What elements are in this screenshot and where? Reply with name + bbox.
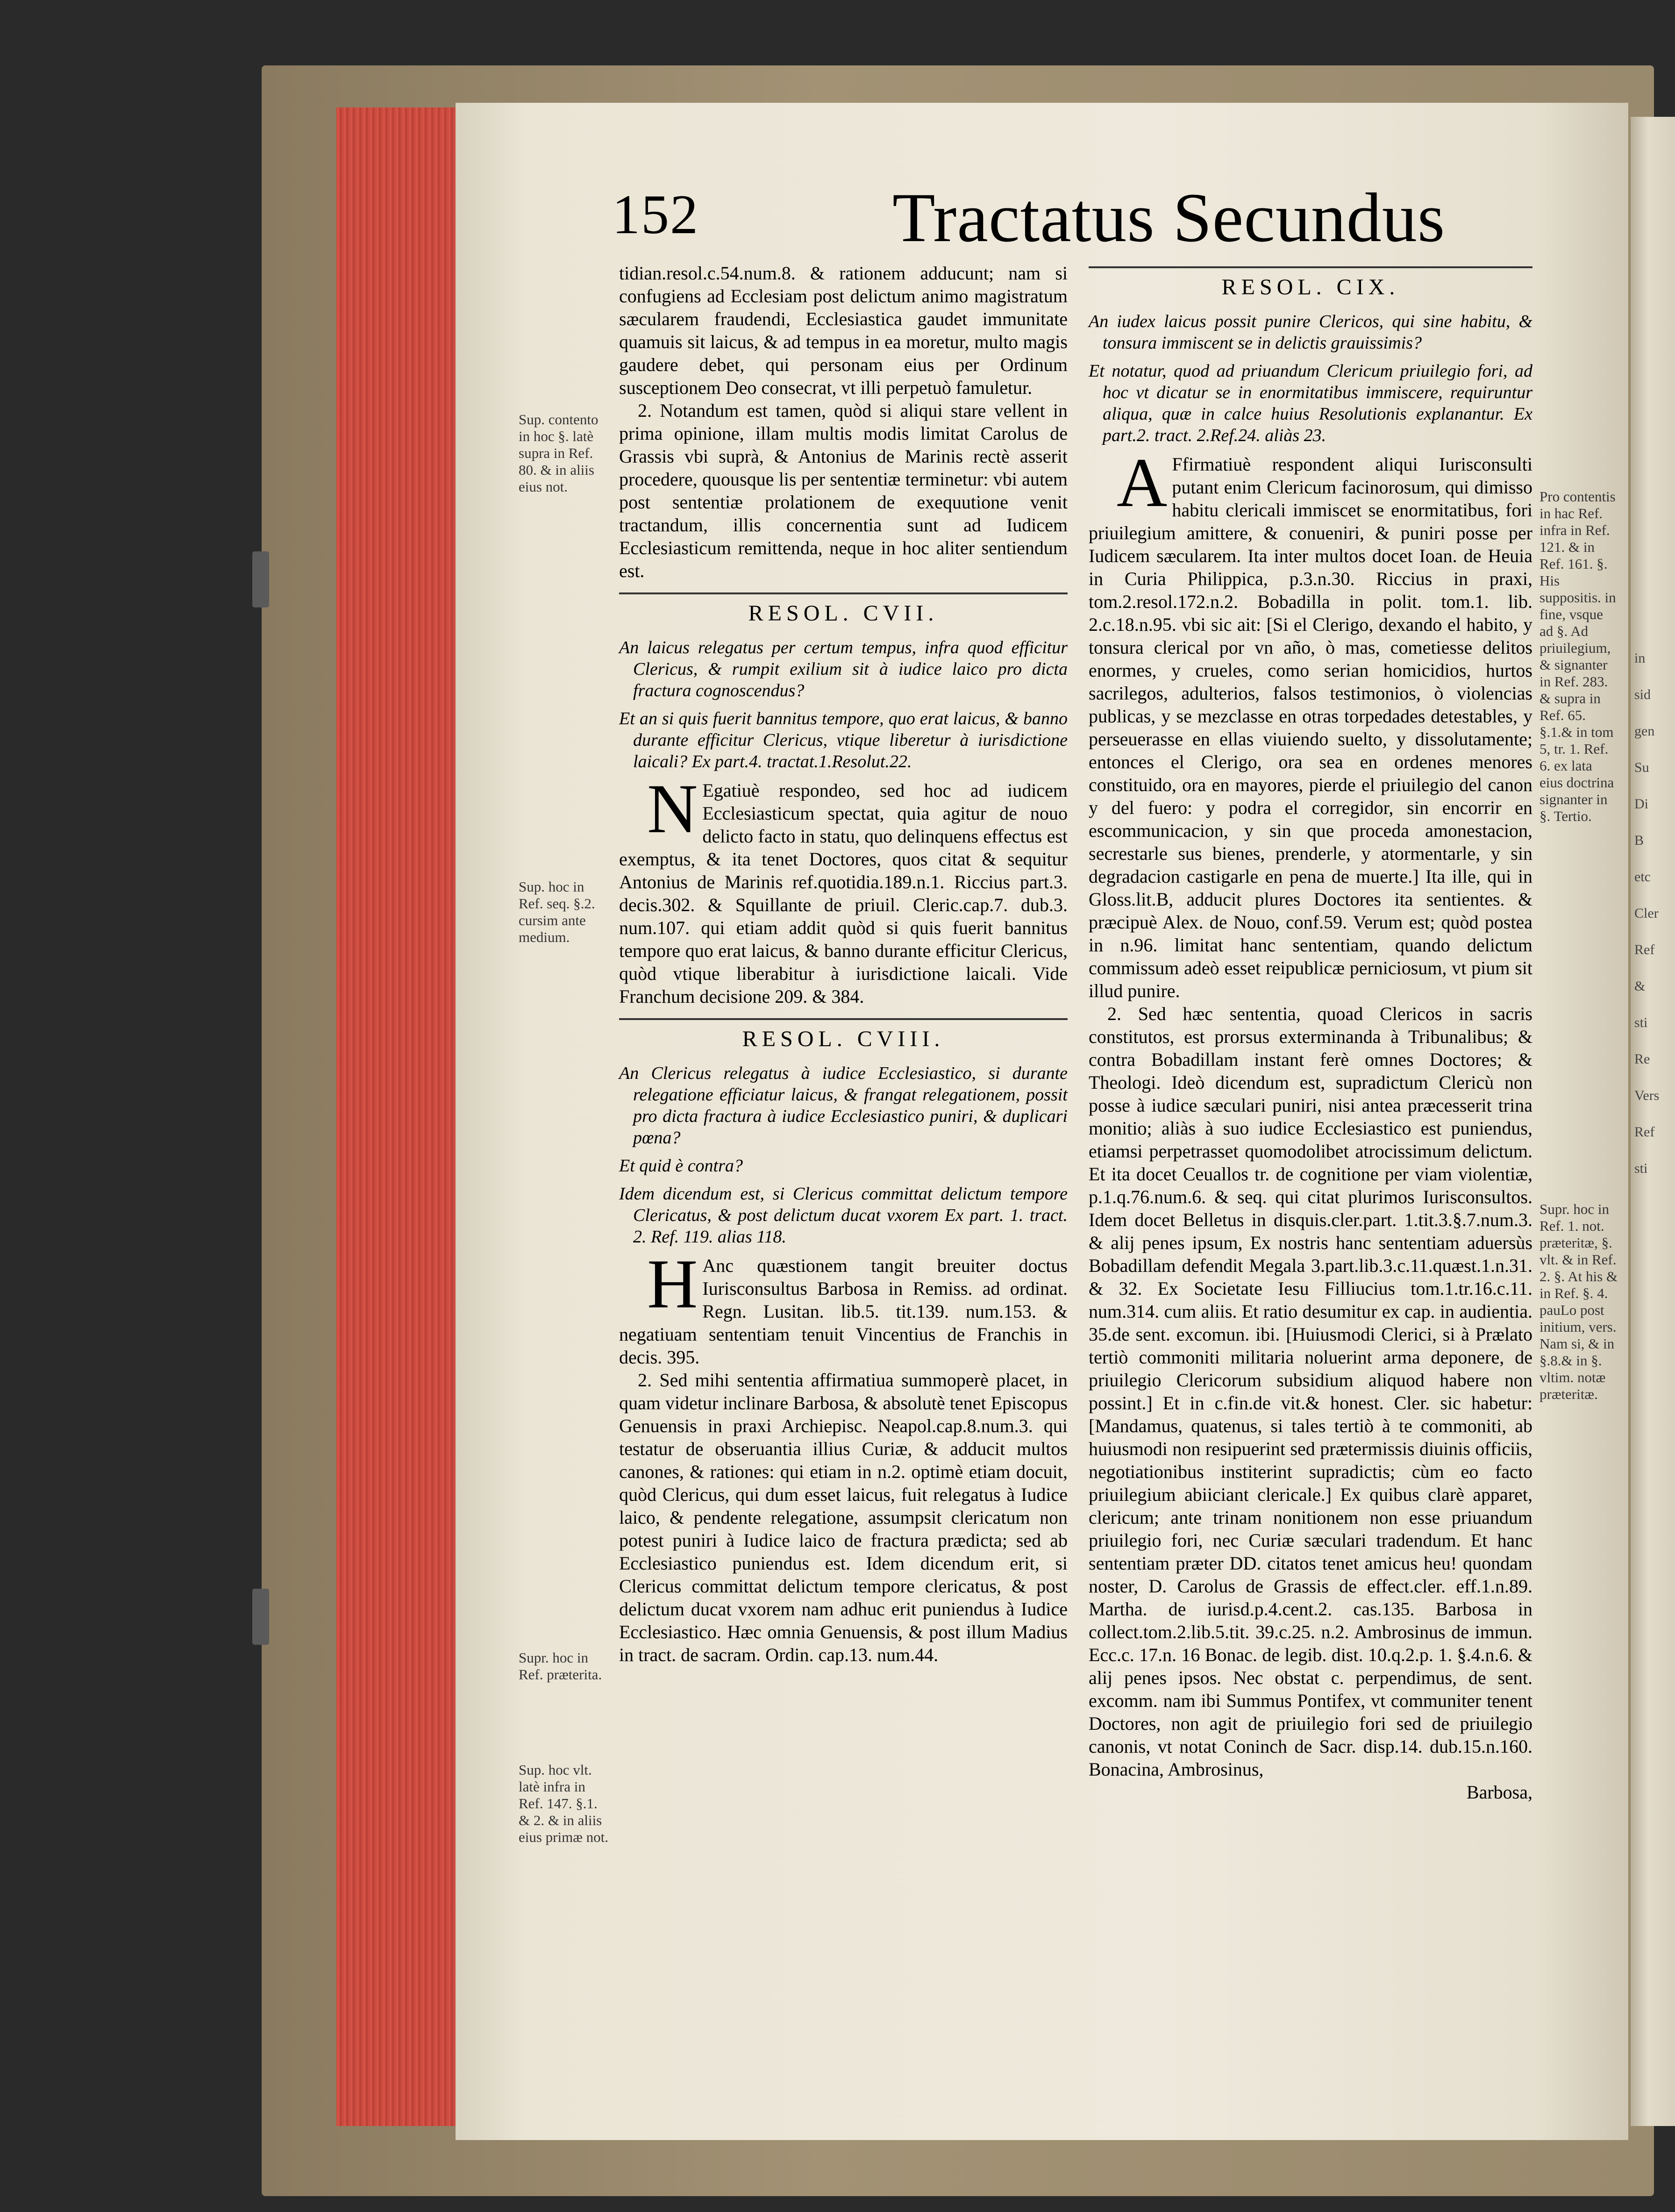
paragraph-body: Ffirmatiuè respondent aliqui Iurisconsulti putant enim Clericum facinorosum, qui dimisso habitu clericali immiscet se enormitatibus, fori priuilegium amittere, & conueniri, & puniri posse per Iudicem sæcularem. Ita inter multos docet Ioan. de Heuia in Curia Philippica, p.3.n.30. Riccius in praxi, tom.2.resol.172.n.2. Bobadilla in polit. tom.1. lib. 2.c.18.n.95. vbi sic ait: [Si el Clerigo, dexando el habito, y tonsura clerical por vn año, ò mas, cometiesse delitos enormes, y crueles, como serian homicidios, hurtos sacrilegos, adulterios, falsos testimonios, ò violencias publicas, y se mezclasse en otras torpedades detestables, y perseuerasse en ellas viuiendo suelto, y dissolutamente; entonces el Clerigo, ora sea en ordenes menores constituido, ora en mayores, pierde el priuilegio del canon y del fuero: y podra el corregidor, sin encorrir en escommunicacion, y sin que proceda amonestacion, secrestarle sus bienes, prenderle, y atormentarle, y sin degradacion castigarle en pena de muerte.] Ita ille, qui in Gloss.lit.B, adducit plures Doctores ita sentientes. & præcipuè Alex. de Nouo, conf.59. Verum est; quòd postea in n.96. limitat hanc sententiam, quando delictum commissum adeò esset reipublicæ perniciosum, vt pium sit illud punire. [1089, 454, 1532, 1001]
facing-page-fragment: sti [1634, 1161, 1648, 1176]
facing-page-fragment: Vers [1634, 1088, 1660, 1103]
question-text: An iudex laicus possit punire Clericos, qui sine habitu, & tonsura immiscent se in delictis grauissimis? [1089, 312, 1532, 353]
facing-page-fragment: in [1634, 650, 1646, 666]
margin-note: Sup. hoc vlt. latè infra in Ref. 147. §.1. & 2. & in aliis eius primæ not. [519, 1762, 609, 1845]
facing-page-fragment: gen [1634, 723, 1655, 739]
page-number: 152 [612, 183, 699, 245]
section-rule [619, 592, 1068, 594]
left-text-column [619, 262, 1068, 1666]
facing-page-fragment: B [1634, 833, 1644, 848]
question-text: Et an si quis fuerit bannitus tempore, quo erat laicus, & banno durante efficitur Clericus, vtique liberetur à iurisdictione laicali? Ex part.4. tractat.1.Resolut.22. [619, 709, 1068, 771]
facing-page-fragment: & [1634, 978, 1646, 994]
margin-note: Sup. contento in hoc §. latè supra in Ref. 80. & in aliis eius not. [519, 411, 599, 495]
resolution-heading: RESOL. CIX. [1221, 275, 1400, 300]
facing-page-fragment: Ref [1634, 1124, 1655, 1140]
paragraph [1089, 444, 1532, 1002]
red-page-edges [336, 107, 458, 2126]
drop-capital: H [647, 1245, 698, 1323]
question-text: Et quid è contra? [619, 1156, 743, 1176]
paragraph: 2. Sed mihi sententia affirmatiua summoperè placet, in quam videtur inclinare Barbosa, & absolutè tenet Episcopus Genuensis in praxi Archiepisc. Neapol.cap.8.num.3. qui testatur de obseruantia illius Curiæ, & adducit multos canones, & rationes: qui etiam in n.2. optimè etiam docuit, quòd Clericus, qui dum esset laicus, fuit relegatus à Iudice laico, & pendente relegatione, assumpsit clericatum non potest puniri à Iudice laico de fractura prædicta; sed ab Ecclesiastico puniendus est. Idem dicendum erit, si Clericus committat delictum tempore clericatus, & post delictum ducat vxorem nam adhuc erit puniendus à Iudice Ecclesiastico. Hæc omnia Genuensis, & post illum Madius in tract. de sacram. Ordin. cap.13. num.44. [619, 1370, 1068, 1665]
facing-page-fragment: etc [1634, 869, 1651, 885]
facing-page-fragment: Su [1634, 760, 1649, 775]
resolution-heading: RESOL. CVII. [748, 601, 939, 626]
facing-page-fragment: Di [1634, 796, 1648, 812]
margin-note: Supr. hoc in Ref. præterita. [519, 1649, 602, 1683]
paragraph: 2. Sed hæc sententia, quoad Clericos in sacris constitutos, est prorsus exterminanda à Tribunalibus; & contra Bobadillam instant ferè omnes Doctores; & Theologi. Ideò dicendum est, supradictum Clericù non posse à iudice sæculari puniri, nisi antea præcesserit trina monitio; aliàs à suo iudice Ecclesiastico est puniendus, etiamsi perpetrasset quomodolibet atrocissimum delictum. Et ita docet Ceuallos tr. de cognitione per viam violentiæ, p.1.q.76.num.6. & seq. qui citat plurimos Iurisconsultos. Idem docet Belletus in disquis.cler.part. 1.tit.3.§.7.num.3. & alij penes ipsum, Ex nostris hanc sententiam aduersùs Bobadillam defendit Megala 3.part.lib.3.c.11.quæst.1.n.31. & 32. Ex Societate Iesu Filliucius tom.1.tr.16.c.11. num.314. cum aliis. Et ratio desumitur ex cap. in audientia. 35.de sent. excomun. ibi. [Huiusmodi Clerici, si à Prælato tertiò commoniti militaria noluerint arma deponere, de priuilegio Clericorum subsidium aliquod habere non possint.] Et in c.fin.de vit.& honest. Cler. sic habetur: [Mandamus, quatenus, si tales tertiò à te commoniti, ab huiusmodi non resipuerint sed prætermissis diuinis officiis, negotiationibus institerint supradictis; cùm eo facto priuilegium abiiciant clericale.] Ex quibus clarè apparet, clericum; ante trinam nonitionem non esse priuandum priuilegio fori, nec Curiæ sæculari tradendum. Et hanc sententiam præter DD. citatos tenet amicus heu! quondam noster, D. Carolus de Grassis de effect.cler. eff.1.n.89. Martha. de iurisd.p.4.cent.2. cas.135. Barbosa in collect.tom.2.lib.5.tit. 39.c.25. n.2. Ambrosinus de immun. Ecc.c. 17.n. 16 Bonac. de legib. dist. 10.q.2.p. 1. §.4.n.6. & alij penes ipsos. Nec obstat c. perpendimus, de sent. excomm. nam ibi Summus Pontifex, vt communiter tenent Doctores, non agit de priuilegio fori sed de priuilegio canonis, vt notat Coninch de Sacr. disp.14. dub.15.n.160. Bonacina, Ambrosinus, [1089, 1003, 1532, 1780]
section-rule [1089, 266, 1532, 268]
margin-note: Supr. hoc in Ref. 1. not. præteritæ, §. vlt. & in Ref. 2. §. At his & in Ref. §. 4. pauLo post initium, vers. Nam si, & in §.8.& in §. vltim. notæ præteritæ. [1540, 1201, 1618, 1402]
facing-page-fragment: sti [1634, 1015, 1648, 1030]
question-text: An laicus relegatus per certum tempus, infra quod efficitur Clericus, & rumpit exilium sit à iudice laico pro dicta fractura cognoscendus? [619, 638, 1068, 700]
paragraph: 2. Notandum est tamen, quòd si aliqui stare vellent in prima opinione, illam multis modis limitat Carolus de Grassis vbi suprà, & Antonius de Marinis rectè asserit procedere, quousque lis per sententiæ terminetur: vbi autem post sententiæ prolationem de exequutione venit tractandum, illis concernentia sunt ad Iudicem Ecclesiasticum remittenda, neque in hoc aliter sentiendum est. [619, 400, 1068, 581]
paragraph [619, 1245, 1068, 1369]
paragraph-body: Anc quæstionem tangit breuiter doctus Iurisconsultus Barbosa in Remiss. ad ordinat. Regn. Lusitan. lib.5. tit.139. num.153. & negatiuam sententiam tenuit Vincentius de Franchis in decis. 395. [619, 1255, 1068, 1368]
running-title: Tractatus Secundus [892, 179, 1446, 257]
facing-page-fragment: sid [1634, 687, 1651, 702]
paragraph [619, 770, 1068, 1008]
resolution-heading: RESOL. CVIII. [742, 1027, 945, 1051]
catchword: Barbosa, [1466, 1782, 1532, 1803]
facing-page-fragment: Cler [1634, 906, 1659, 921]
question-text: Idem dicendum est, si Clericus committat delictum tempore Clericatus, & post delictum ducat vxorem Ex part. 1. tract. 2. Ref. 119. alias 118. [619, 1184, 1068, 1247]
drop-capital: N [647, 770, 698, 848]
page-clip [252, 551, 269, 607]
paragraph: tidian.resol.c.54.num.8. & rationem adducunt; nam si confugiens ad Ecclesiam post delictum animo magistratum sæcularem fraudendi, Ecclesiastica gaudet immunitate quamuis sit laicus, & ad tempus in ea moretur, multo magis gaudere debet, qui personam eius per Ordinum susceptionem Deo consecrat, vt illi perpetuò famuletur. [619, 263, 1068, 398]
right-text-column [1089, 262, 1532, 1804]
paragraph-body: Egatiuè respondeo, sed hoc ad iudicem Ecclesiasticum spectat, quia agitur de nouo delicto facto in statu, quo delinquens effectus est exemptus, & ita tenet Doctores, quos citat & sequitur Antonius de Marinis ref.quotidia.189.n.1. Riccius part.3. decis.302. & Squillante de priuil. Cleric.cap.7. dub.3. num.107. qui etiam addit quòd si quis fuerit bannitus tempore quo erat laicus, & banno durante efficitur Clericus, quòd vtique liberabitur à iurisdictione laicali. Vide Franchum decisione 209. & 384. [619, 780, 1068, 1007]
section-rule [619, 1018, 1068, 1020]
facing-page-edge [1631, 117, 1675, 2126]
margin-note: Pro contentis in hac Ref. infra in Ref. 121. & in Ref. 161. §. His suppositis. in fine, vsque ad §. Ad priuilegium, & signanter in Ref. 283. & supra in Ref. 65. §.1.& in tom 5, tr. 1. Ref. 6. ex lata eius doctrina signanter in §. Tertio. [1540, 488, 1616, 824]
facing-page-fragment: Re [1634, 1051, 1650, 1067]
page-clip [252, 1589, 269, 1645]
facing-page-fragment: Ref [1634, 942, 1655, 957]
drop-capital: A [1117, 444, 1168, 521]
question-text: An Clericus relegatus à iudice Ecclesiastico, si durante relegatione efficiatur laicus, & frangat relegationem, possit pro dicta fractura à iudice Ecclesiastico puniri, & duplicari pœna? [619, 1063, 1068, 1148]
margin-note: Sup. hoc in Ref. seq. §.2. cursim ante medium. [519, 878, 595, 945]
question-text: Et notatur, quod ad priuandum Clericum priuilegio fori, ad hoc vt dicatur se in enormitatibus immiscere, requiruntur aliqua, quæ in calce huius Resolutionis explanantur. Ex part.2. tract. 2.Ref.24. aliàs 23. [1089, 361, 1532, 445]
